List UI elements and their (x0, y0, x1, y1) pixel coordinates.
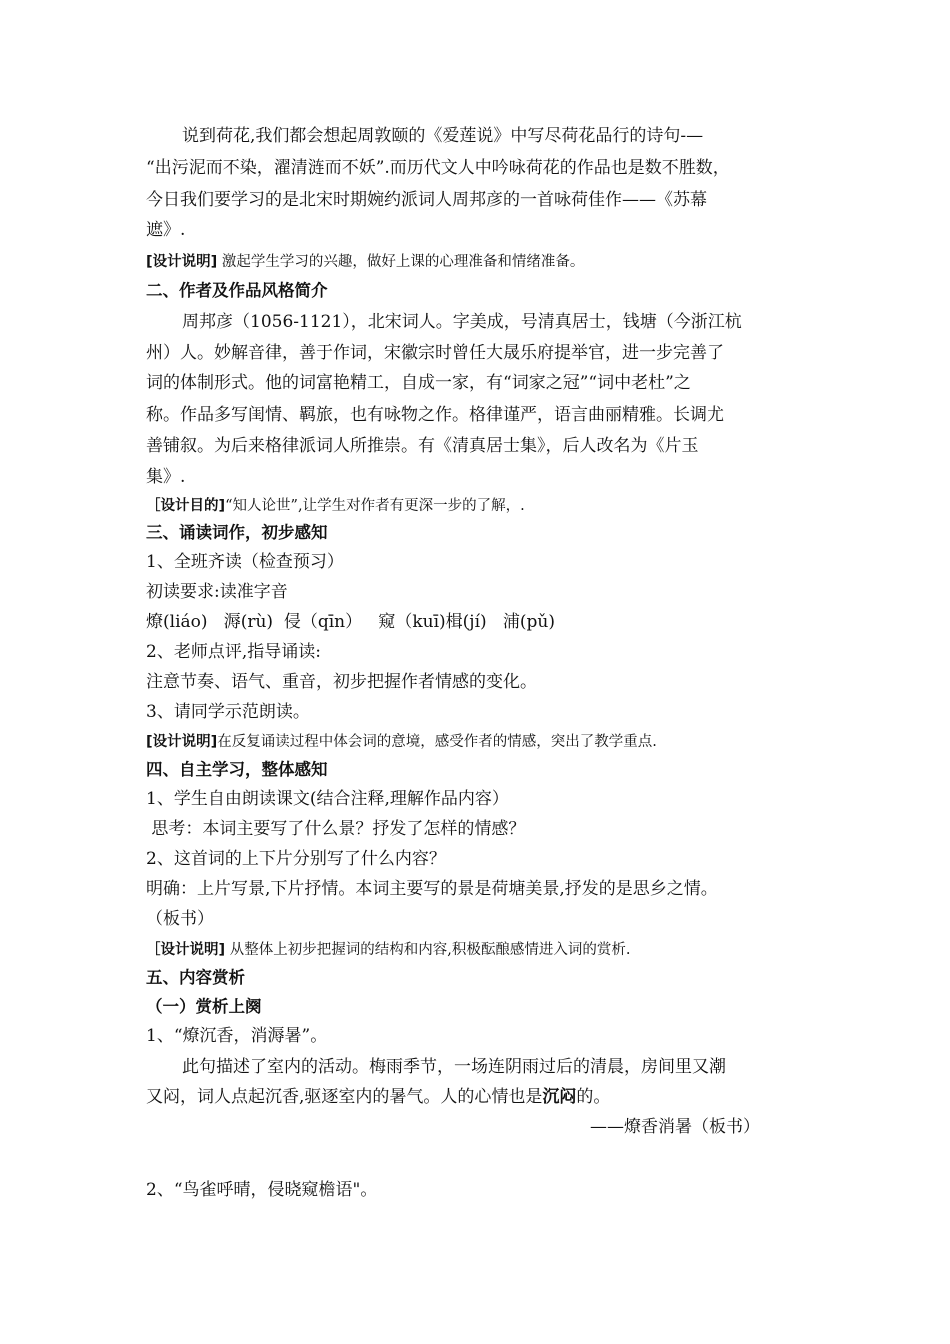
design-note-text: 在反复诵读过程中体会词的意境，感受作者的情感，突出了教学重点. (217, 734, 657, 750)
reading-line-1: 1、全班齐读（检查预习） (146, 552, 344, 572)
design-note-tag: ［设计说明] (146, 942, 226, 958)
design-note-tag: [设计说明] (146, 254, 218, 270)
analysis-line-3 (146, 1085, 610, 1109)
design-note-tag: [设计说明] (146, 734, 218, 750)
study-line-4: 明确：上片写景,下片抒情。本词主要写的景是荷塘美景,抒发的是思乡之情。 (146, 879, 718, 899)
board-note: ——燎香消暑（板书） (590, 1117, 760, 1137)
design-note-tag: ［设计目的] (146, 498, 226, 514)
analysis-text-end: 的。 (576, 1087, 611, 1107)
analysis-line-1: 1、“燎沉香，消溽暑”。 (146, 1026, 328, 1046)
section-4-heading: 四、自主学习，整体感知 (146, 760, 328, 779)
intro-line-3: 今日我们要学习的是北宋时期婉约派词人周邦彦的一首咏荷佳作——《苏幕 (146, 190, 707, 210)
section-3-heading: 三、诵读词作，初步感知 (146, 523, 328, 542)
reading-line-4: 2、老师点评,指导诵读: (146, 642, 321, 662)
section-2-heading: 二、作者及作品风格简介 (146, 281, 328, 300)
design-note-1 (146, 250, 584, 274)
study-line-1: 1、学生自由朗读课文(结合注释,理解作品内容） (146, 789, 509, 809)
subsection-heading: （一）赏析上阕 (146, 997, 262, 1016)
analysis-line-5: 2、“鸟雀呼晴，侵晓窥檐语"。 (146, 1180, 378, 1200)
intro-line-2: “出污泥而不染，濯清涟而不妖”.而历代文人中吟咏荷花的作品也是数不胜数， (146, 158, 730, 178)
study-line-3: 2、这首词的上下片分别写了什么内容？ (146, 849, 446, 869)
analysis-line-2: 此句描述了室内的活动。梅雨季节，一场连阴雨过后的清晨，房间里又潮 (182, 1057, 726, 1077)
study-line-2: 思考：本词主要写了什么景？抒发了怎样的情感？ (146, 819, 526, 839)
reading-line-6: 3、请同学示范朗读。 (146, 702, 310, 722)
intro-line-1: 说到荷花,我们都会想起周敦颐的《爱莲说》中写尽荷花品行的诗句-— (182, 126, 704, 146)
emphasis-text: 沉闷 (542, 1087, 577, 1107)
analysis-text: 又闷，词人点起沉香,驱逐室内的暑气。人的心情也是 (146, 1087, 543, 1107)
design-note-text: 从整体上初步把握词的结构和内容,积极酝酿感情进入词的赏析. (225, 942, 631, 958)
author-line-3: 词的体制形式。他的词富艳精工，自成一家，有“词家之冠”“词中老杜”之 (146, 373, 691, 393)
design-note-2 (146, 494, 525, 518)
reading-line-5: 注意节奏、语气、重音，初步把握作者情感的变化。 (146, 672, 537, 692)
design-note-text: 激起学生学习的兴趣，做好上课的心理准备和情绪准备。 (217, 254, 585, 270)
design-note-4 (146, 938, 630, 962)
author-line-4: 称。作品多写闺情、羁旅，也有咏物之作。格律谨严，语言曲丽精雅。长调尤 (146, 405, 724, 425)
section-5-heading: 五、内容赏析 (146, 968, 245, 987)
author-line-5: 善铺叙。为后来格律派词人所推崇。有《清真居士集》，后人改名为《片玉 (146, 436, 699, 456)
study-line-5: （板书） (146, 909, 214, 929)
reading-line-2: 初读要求:读准字音 (146, 582, 288, 602)
author-line-2: 州）人。妙解音律，善于作词，宋徽宗时曾任大晟乐府提举官，进一步完善了 (146, 343, 724, 363)
pronunciation-line: 燎(liáo) 溽(rù) 侵（qīn） 窥（kuī)楫(jí) 浦(pǔ) (146, 612, 555, 632)
author-line-6: 集》. (146, 467, 186, 487)
author-line-1: 周邦彦（1056-1121），北宋词人。字美成，号清真居士，钱塘（今浙江杭 (182, 312, 742, 332)
design-note-3 (146, 730, 657, 754)
design-note-text: “知人论世”,让学生对作者有更深一步的了解，. (225, 498, 525, 514)
intro-line-4: 遮》. (146, 220, 186, 240)
